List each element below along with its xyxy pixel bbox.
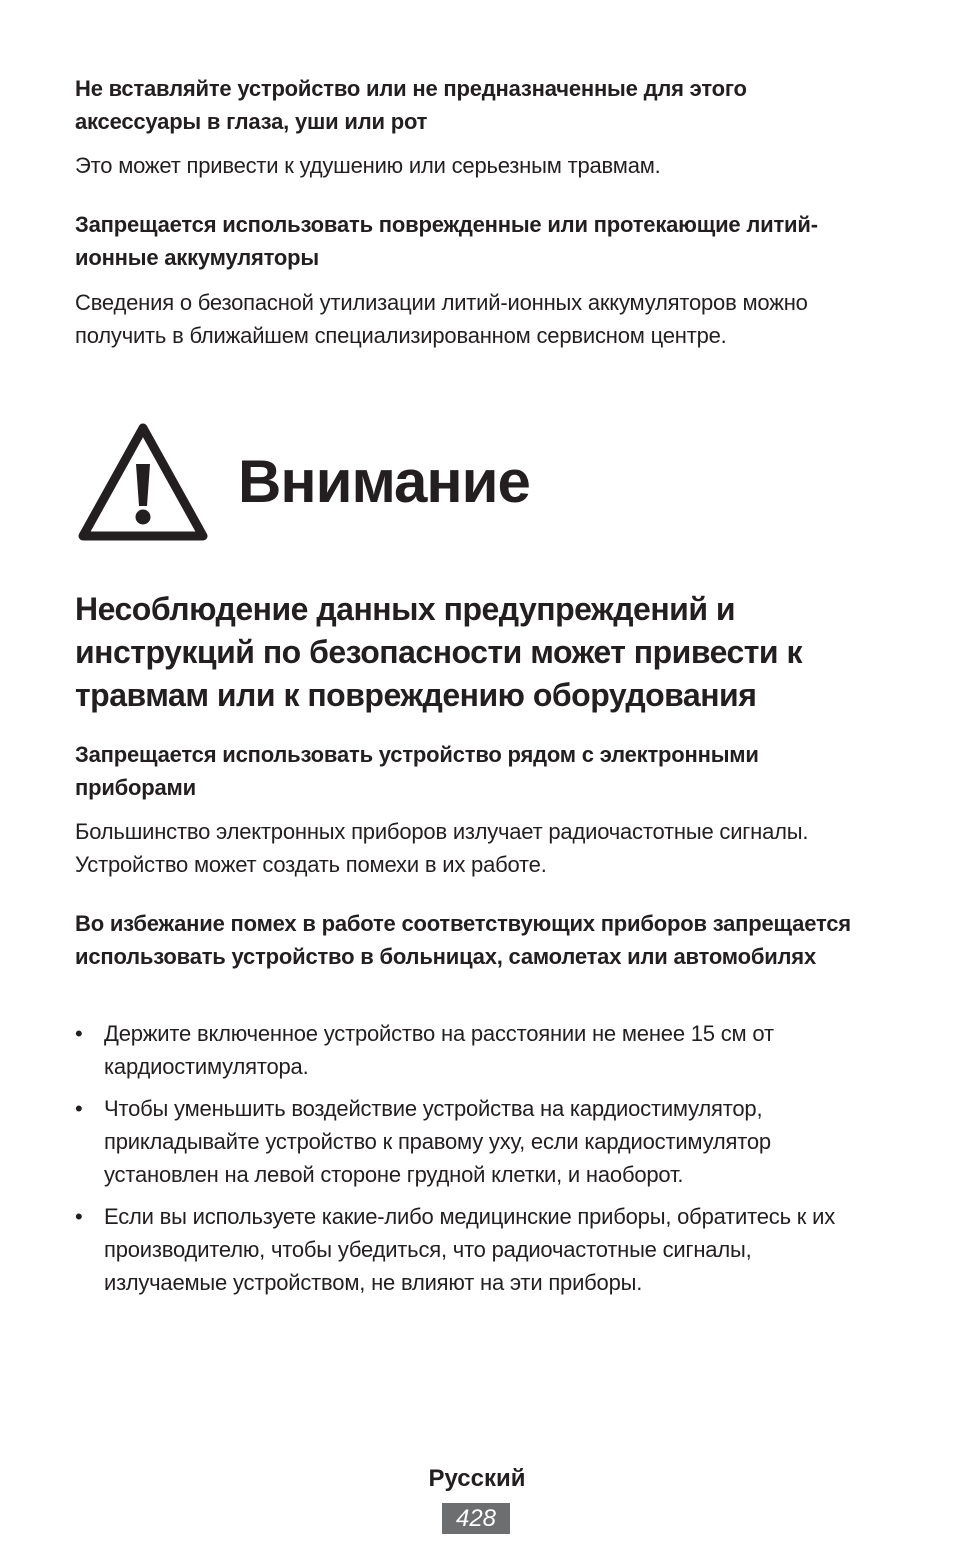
list-item — [75, 1017, 875, 1083]
bullet-icon: • — [75, 1021, 83, 1046]
footer-language: Русский — [428, 1465, 526, 1492]
warning-block — [75, 420, 875, 545]
section-text: Это может привести к удушению или серьезным травмам. — [75, 153, 661, 178]
warning-title: Внимание — [238, 448, 530, 515]
main-heading: Несоблюдение данных предупреждений и инструкций по безопасности может привести к травмам или к повреждению оборудования — [75, 591, 802, 713]
section-heading: Во избежание помех в работе соответствующих приборов запрещается использовать устройство в больницах, самолетах или автомобилях — [75, 911, 851, 969]
list-item-text: Держите включенное устройство на расстоянии не менее 15 см от кардиостимулятора. — [104, 1021, 774, 1079]
list-item-text: Чтобы уменьшить воздействие устройства на кардиостимулятор, прикладывайте устройство к правому уху, если кардиостимулятор установлен на левой стороне грудной клетки, и наоборот. — [104, 1096, 771, 1187]
list-item — [75, 1200, 875, 1299]
section-heading: Запрещается использовать устройство рядом с электронными приборами — [75, 742, 759, 800]
section-heading: Не вставляйте устройство или не предназначенные для этого аксессуары в глаза, уши или рот — [75, 76, 747, 134]
section-text: Сведения о безопасной утилизации литий-ионных аккумуляторов можно получить в ближайшем специализированном сервисном центре. — [75, 290, 808, 348]
warning-triangle-icon — [75, 420, 211, 544]
page-number: 428 — [442, 1503, 510, 1534]
section-text: Большинство электронных приборов излучает радиочастотные сигналы. Устройство может создать помехи в их работе. — [75, 819, 809, 877]
section-heading: Запрещается использовать поврежденные или протекающие литий-ионные аккумуляторы — [75, 212, 818, 270]
bullet-icon: • — [75, 1204, 83, 1229]
list-item — [75, 1092, 875, 1191]
list-item-text: Если вы используете какие-либо медицинские приборы, обратитесь к их производителю, чтобы убедиться, что радиочастотные сигналы, излучаемые устройством, не влияют на эти приборы. — [104, 1204, 836, 1295]
bullet-list — [75, 1017, 875, 1308]
bullet-icon: • — [75, 1096, 83, 1121]
